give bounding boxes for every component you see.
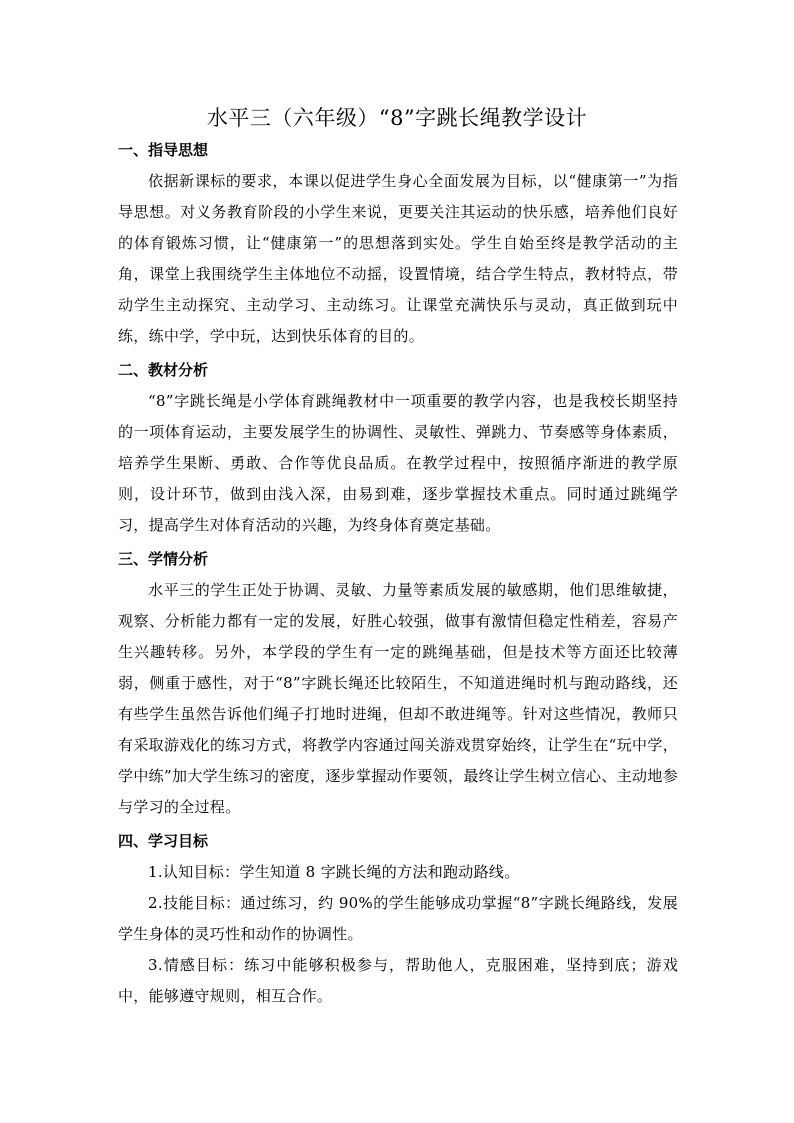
section-heading-material-analysis: 二、教材分析 — [118, 361, 209, 379]
section-heading-guiding-ideology: 一、指导思想 — [118, 141, 209, 159]
section-paragraph: 依据新课标的要求，本课以促进学生身心全面发展为目标，以“健康第一”为指导思想。对义务教育阶段的小学生来说，更要关注其运动的快乐感，培养他们良好的体育锻炼习惯，让“健康第一”的思想落到实处。学生自始至终是教学活动的主角，课堂上我围绕学生主体地位不动摇，设置情境，结合学生特点，教材特点，带动学生主动探究、主动学习、主动练习。让课堂充满快乐与灵动，真正做到玩中练，练中学，学中玩，达到快乐体育的目的。 — [118, 172, 678, 345]
section-paragraph: 水平三的学生正处于协调、灵敏、力量等素质发展的敏感期，他们思维敏捷，观察、分析能力都有一定的发展，好胜心较强，做事有激情但稳定性稍差，容易产生兴趣转移。另外，本学段的学生有一定的跳绳基础，但是技术等方面还比较薄弱，侧重于感性，对于“8”字跳长绳还比较陌生，不知道进绳时机与跑动路线，还有些学生虽然告诉他们绳子打地时进绳，但却不敢进绳等。针对这些情况，教师只有采取游戏化的练习方式，将教学内容通过闯关游戏贯穿始终，让学生在“玩中学，学中练”加大学生练习的密度，逐步掌握动作要领，最终让学生树立信心、主动地参与学习的全过程。 — [118, 581, 678, 816]
section-paragraph: “8”字跳长绳是小学体育跳绳教材中一项重要的教学内容，也是我校长期坚持的一项体育运动，主要发展学生的协调性、灵敏性、弹跳力、节奏感等身体素质，培养学生果断、勇敢、合作等优良品质。在教学过程中，按照循序渐进的教学原则，设计环节，做到由浅入深，由易到难，逐步掌握技术重点。同时通过跳绳学习，提高学生对体育活动的兴趣，为终身体育奠定基础。 — [118, 392, 678, 534]
section-heading-student-analysis: 三、学情分析 — [118, 550, 209, 568]
document-body — [118, 140, 678, 1012]
goal-cognitive: 1.认知目标：学生知道 8 字跳长绳的方法和跑动路线。 — [148, 863, 520, 881]
document-title: 水平三（六年级）“8”字跳长绳教学设计 — [206, 106, 588, 130]
section-heading-learning-goals: 四、学习目标 — [118, 832, 209, 850]
goal-skill: 2.技能目标：通过练习，约 90%的学生能够成功掌握“8”字跳长绳路线，发展学生身体的灵巧性和动作的协调性。 — [118, 894, 678, 943]
goal-emotional: 3.情感目标：练习中能够积极参与，帮助他人，克服困难，坚持到底；游戏中，能够遵守规则，相互合作。 — [118, 956, 678, 1005]
